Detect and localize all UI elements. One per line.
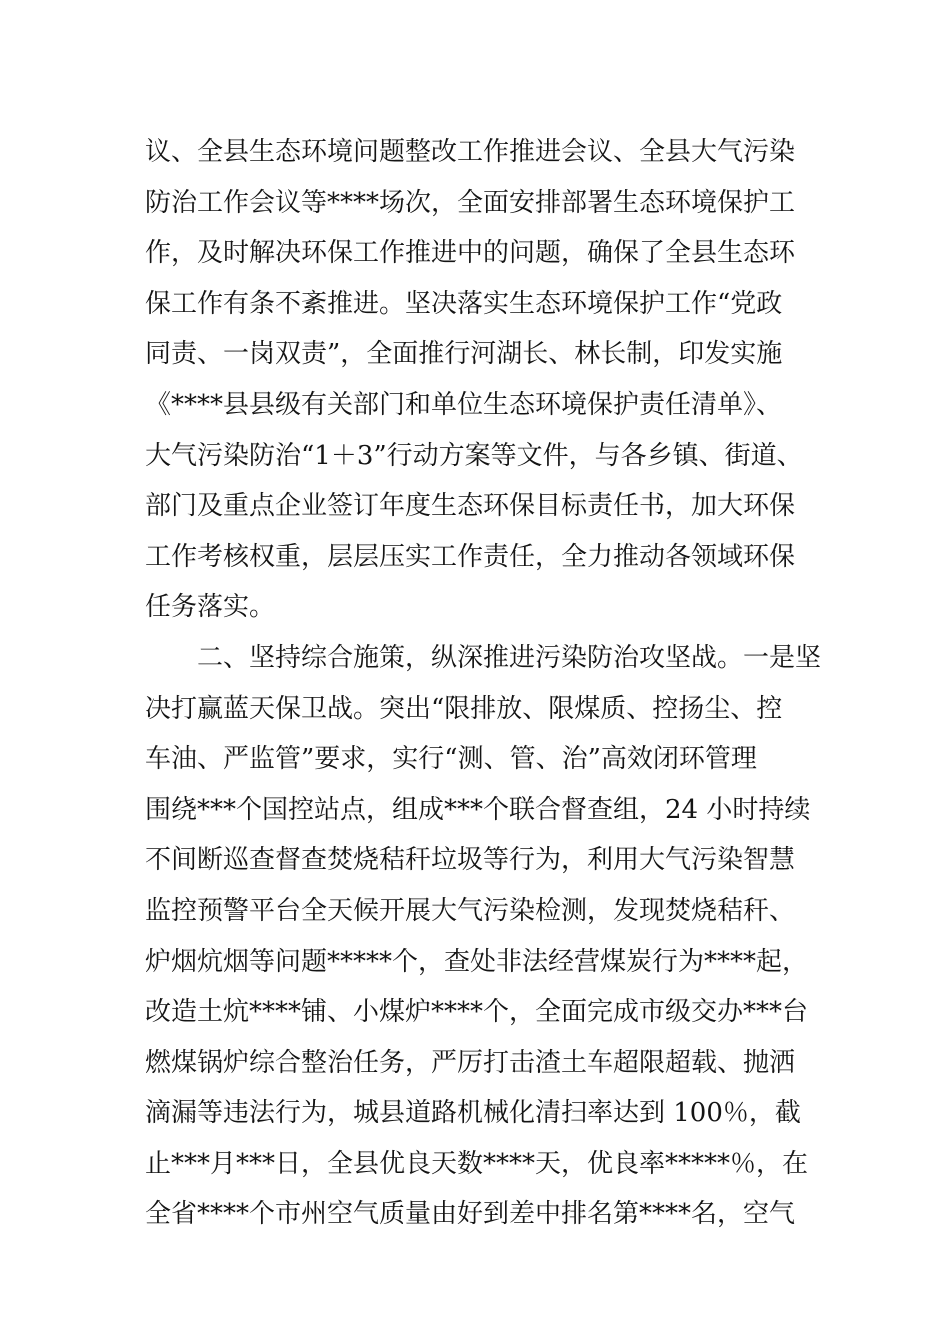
text-line: 《****县县级有关部门和单位生态环境保护责任清单》、 [145,389,783,420]
text-line: 大气污染防治“1＋3”行动方案等文件，与各乡镇、街道、 [145,440,803,471]
text-line: 炉烟炕烟等问题*****个，查处非法经营煤炭行为****起， [145,946,809,977]
text-line: 防治工作会议等****场次，全面安排部署生态环境保护工 [145,187,796,218]
body-text [145,127,822,1240]
section-heading-line: 二、坚持综合施策，纵深推进污染防治攻坚战。一是坚 [145,642,822,673]
text-line: 议、全县生态环境问题整改工作推进会议、全县大气污染 [145,137,796,167]
text-line: 任务落实。 [145,592,276,623]
text-line: 车油、严监管”要求，实行“测、管、治”高效闭环管理 [145,744,757,775]
text-line: 不间断巡查督查焚烧秸秆垃圾等行为，利用大气污染智慧 [145,845,796,876]
text-line: 改造土炕****铺、小煤炉****个，全面完成市级交办***台 [145,997,809,1028]
text-line: 全省****个市州空气质量由好到差中排名第****名，空气 [145,1199,796,1230]
text-line: 作，及时解决环保工作推进中的问题，确保了全县生态环 [145,238,796,269]
text-line: 工作考核权重，层层压实工作责任，全力推动各领域环保 [145,541,796,572]
text-line: 止***月***日，全县优良天数****天，优良率*****％，在 [145,1148,809,1179]
text-line: 同责、一岗双责”，全面推行河湖长、林长制，印发实施 [145,339,783,370]
text-line: 保工作有条不紊推进。坚决落实生态环境保护工作“党政 [145,288,783,319]
text-line: 监控预警平台全天候开展大气污染检测，发现焚烧秸秆、 [145,895,796,926]
text-line: 决打赢蓝天保卫战。突出“限排放、限煤质、控扬尘、控 [145,693,783,724]
text-line: 滴漏等违法行为，城县道路机械化清扫率达到 100％，截 [145,1098,801,1129]
text-line: 燃煤锅炉综合整治任务，严厉打击渣土车超限超载、抛洒 [145,1047,796,1078]
text-line: 围绕***个国控站点，组成***个联合督查组，24 小时持续 [145,794,811,825]
text-line: 部门及重点企业签订年度生态环保目标责任书，加大环保 [145,491,796,522]
